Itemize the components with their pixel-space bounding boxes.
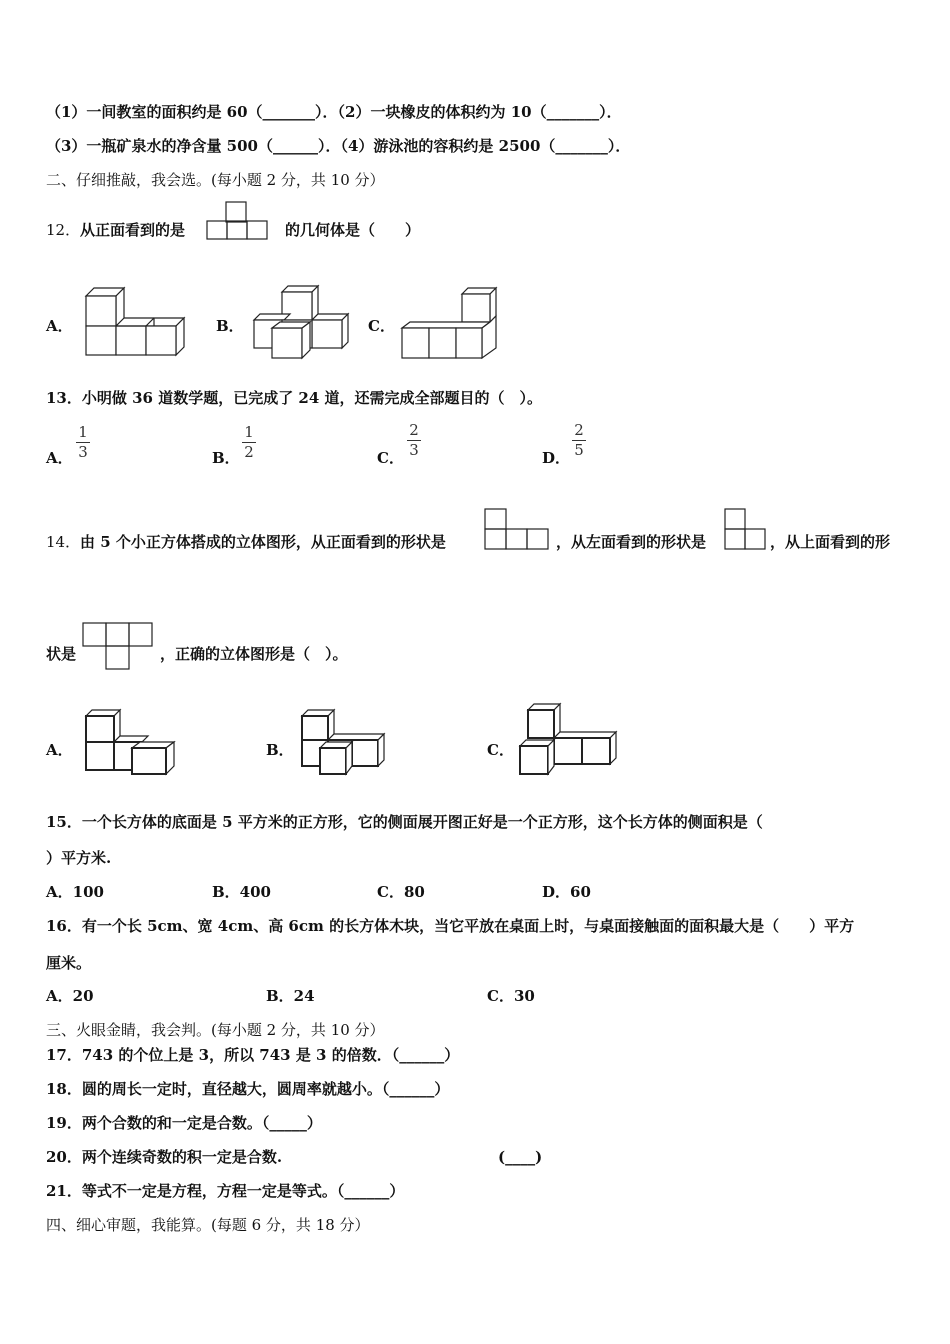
fill-line-2: （3）一瓶矿泉水的净含量 500（______）．（4）游泳池的容积约是 2500（_______）．	[46, 137, 631, 155]
q15-text-line-2: ）平方米.	[46, 849, 112, 867]
q14-text-5: ，正确的立体图形是（ ）。	[160, 645, 348, 663]
fill-line-1: （1）一间教室的面积约是 60（_______）．（2）一块橡皮的体积约为 10（_______）．	[46, 103, 622, 121]
judge-item-20-blank: (____)	[498, 1148, 543, 1166]
judge-item-19: 19．两个合数的和一定是合数。（_____）	[46, 1114, 322, 1132]
q14-option-c-figure	[518, 702, 620, 776]
q16-option-a: A．20	[46, 987, 94, 1005]
q13-option-b-label: B．	[212, 449, 240, 467]
section-3-title: 三、火眼金睛，我会判。(每小题 2 分，共 10 分）	[46, 1021, 385, 1039]
fraction-denominator: 2	[244, 443, 254, 461]
q14-option-c-label: C．	[487, 741, 514, 759]
q15-option-c: C．80	[377, 883, 425, 901]
section-4-title: 四、细心审题，我能算。(每题 6 分，共 18 分）	[46, 1216, 370, 1234]
q13-option-a-label: A．	[46, 449, 73, 467]
judge-item-21: 21．等式不一定是方程，方程一定是等式。（______）	[46, 1182, 405, 1200]
fraction-numerator: 2	[409, 421, 419, 439]
q15-option-b: B．400	[212, 883, 271, 901]
q14-text-1: 由 5 个小正方体搭成的立体图形，从正面看到的形状是	[80, 533, 446, 551]
q12-option-c-label: C．	[368, 317, 395, 335]
q16-option-b: B．24	[266, 987, 315, 1005]
q14-number: 14．	[46, 533, 81, 551]
q14-left-view-figure	[724, 508, 768, 552]
section-2-title: 二、仔细推敲，我会选。(每小题 2 分，共 10 分）	[46, 171, 385, 189]
q13-option-d-label: D．	[542, 449, 571, 467]
q12-front-view-figure	[206, 200, 272, 242]
q14-front-view-figure	[484, 508, 550, 552]
fraction-denominator: 3	[78, 443, 88, 461]
q13-option-c-label: C．	[377, 449, 404, 467]
judge-item-18: 18．圆的周长一定时，直径越大，圆周率就越小。（______）	[46, 1080, 450, 1098]
q13-option-a-fraction	[76, 424, 90, 461]
judge-item-17: 17．743 的个位上是 3，所以 743 是 3 的倍数．（______）	[46, 1046, 460, 1064]
q13-option-c-fraction	[407, 422, 421, 459]
q12-option-b-figure	[252, 282, 352, 362]
q12-number: 12．	[46, 221, 81, 239]
q13-option-b-fraction	[242, 424, 256, 461]
q14-text-4: 状是	[46, 645, 77, 663]
q14-option-a-figure	[82, 704, 182, 776]
q16-option-c: C．30	[487, 987, 535, 1005]
q13-option-d-fraction	[572, 422, 586, 459]
fraction-denominator: 5	[574, 441, 584, 459]
q12-option-b-label: B．	[216, 317, 244, 335]
q14-option-a-label: A．	[46, 741, 73, 759]
q16-text-line-2: 厘米。	[46, 954, 92, 972]
q14-top-view-figure	[82, 622, 154, 672]
q15-option-d: D．60	[542, 883, 591, 901]
q12-text-pre: 从正面看到的是	[80, 221, 186, 239]
judge-item-20: 20．两个连续奇数的积一定是合数.	[46, 1148, 283, 1166]
fraction-numerator: 2	[574, 421, 584, 439]
fraction-numerator: 1	[244, 423, 254, 441]
q14-text-2: ，从左面看到的形状是	[556, 533, 707, 551]
q14-option-b-label: B．	[266, 741, 294, 759]
fraction-numerator: 1	[78, 423, 88, 441]
q12-option-c-figure	[400, 284, 500, 360]
q14-text-3: ，从上面看到的形	[770, 533, 891, 551]
q12-text-post: 的几何体是（ ）	[285, 221, 421, 239]
q13-text: 13．小明做 36 道数学题，已完成了 24 道，还需完成全部题目的（ ）。	[46, 389, 543, 407]
q16-text-line-1: 16．有一个长 5cm、宽 4cm、高 6cm 的长方体木块，当它平放在桌面上时，与桌面接触面的面积最大是（ ）平方	[46, 917, 855, 935]
q15-option-a: A．100	[46, 883, 104, 901]
q14-option-b-figure	[298, 704, 388, 776]
q15-text-line-1: 15．一个长方体的底面是 5 平方米的正方形，它的侧面展开图正好是一个正方形，这个长方体的侧面积是（	[46, 813, 763, 831]
q12-option-a-figure	[84, 284, 196, 360]
fraction-denominator: 3	[409, 441, 419, 459]
q12-option-a-label: A．	[46, 317, 73, 335]
